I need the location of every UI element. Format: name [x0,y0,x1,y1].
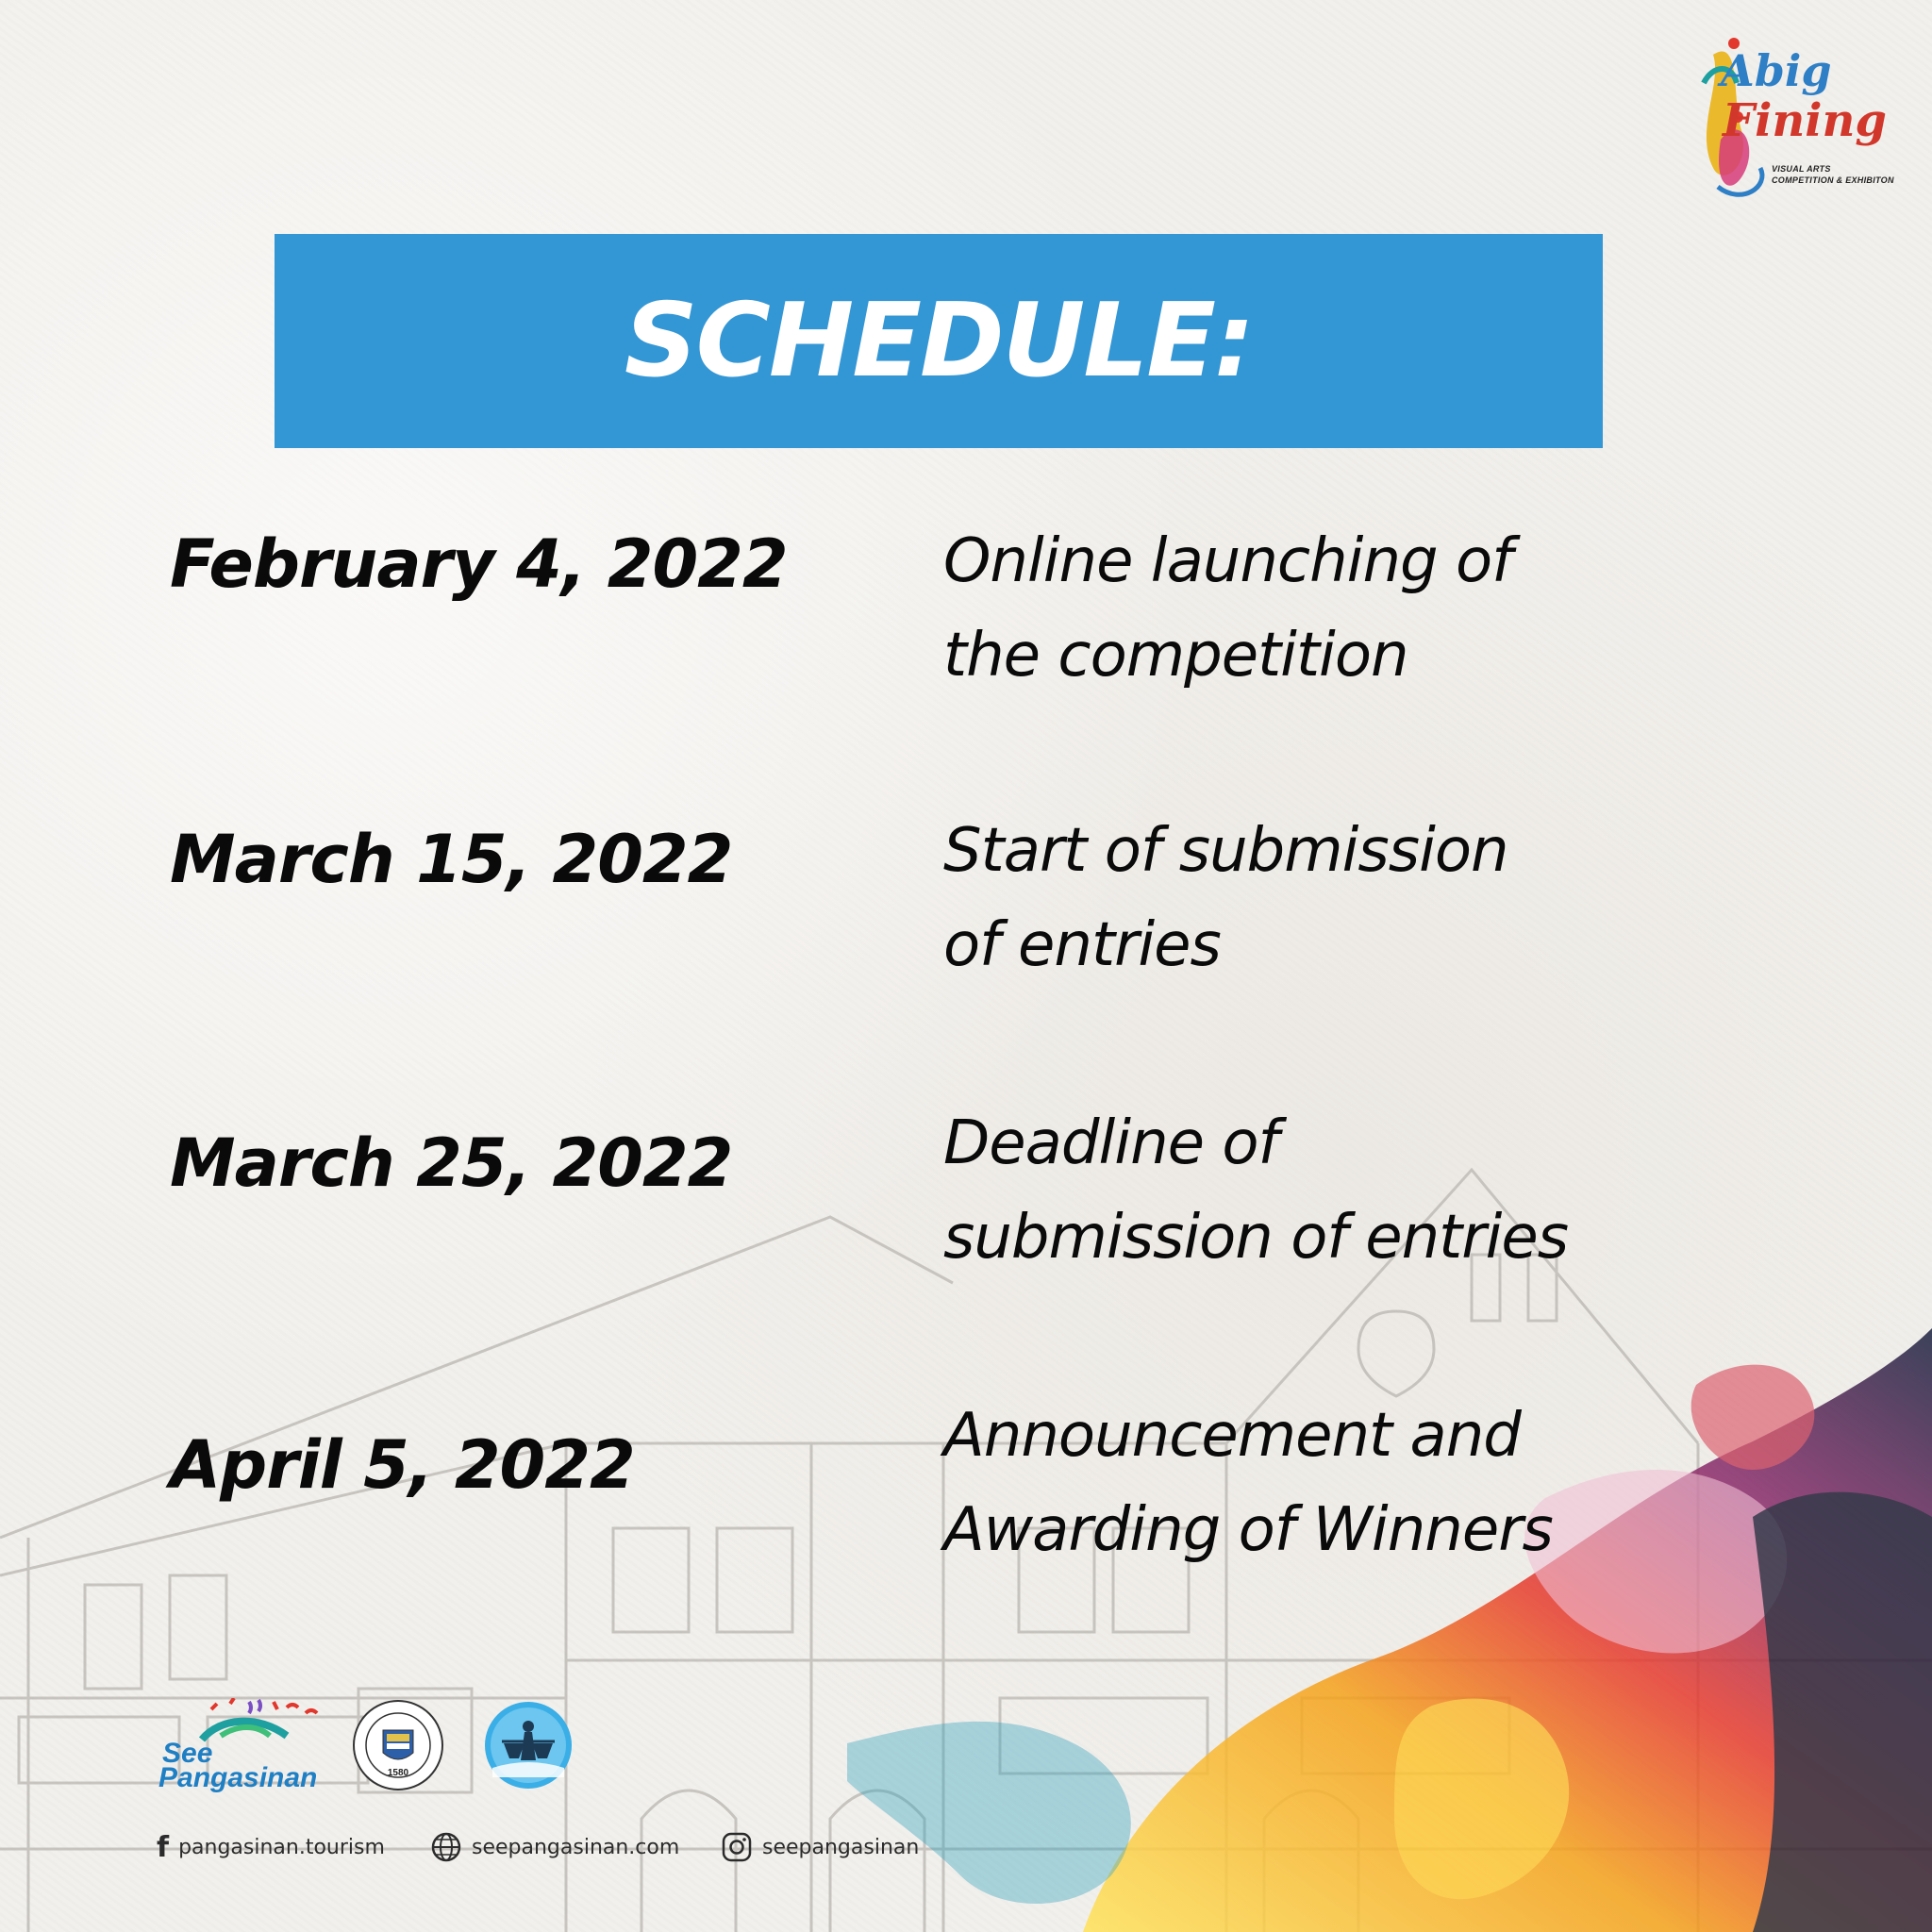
seal-icon [351,1698,445,1792]
schedule-desc-line: Deadline of [943,1108,1279,1178]
salt-badge-logo [483,1700,574,1790]
globe-icon [430,1831,462,1863]
schedule-desc-line: Announcement and [943,1401,1521,1471]
instagram-handle: seepangasinan [762,1835,920,1859]
salt-vendor-icon [483,1700,574,1790]
facebook-icon: f [157,1830,170,1864]
instagram-icon [721,1831,753,1863]
website-link[interactable] [430,1828,679,1866]
see-pangasinan-logo [155,1698,334,1792]
schedule-desc-line: the competition [943,621,1408,691]
pangasinan-word: Pangasinan [158,1762,318,1793]
schedule-description [943,514,1774,703]
schedule-desc-line: submission of entries [943,1203,1569,1273]
schedule-desc-line: of entries [943,910,1221,980]
schedule-desc-line: Awarding of Winners [943,1495,1553,1565]
instagram-link[interactable] [721,1828,919,1866]
schedule-description [943,804,1774,992]
abig-fining-logo [1685,26,1894,206]
wave-icon [192,1698,372,1745]
schedule-banner [275,234,1603,448]
schedule-description [943,1389,1774,1577]
facebook-link[interactable] [157,1828,385,1866]
logo-subtitle-1: VISUAL ARTS [1772,164,1831,174]
schedule-desc-line: Online launching of [943,526,1512,596]
schedule-desc-line: Start of submission [943,816,1508,886]
seal-year: 1580 [387,1768,409,1778]
logo-subtitle-2: COMPETITION & EXHIBITON [1772,175,1894,185]
facebook-handle: pangasinan.tourism [178,1835,385,1859]
social-links [157,1828,1006,1866]
partner-logos [151,1698,585,1792]
schedule-description [943,1096,1774,1285]
schedule-date: March 15, 2022 [170,821,733,898]
logo-word-1: Abig [1721,45,1832,96]
see-word: See [162,1738,213,1769]
schedule-date: March 25, 2022 [170,1124,733,1202]
province-seal [351,1698,445,1792]
logo-word-2: Fining [1723,94,1887,147]
schedule-date: February 4, 2022 [170,525,788,603]
schedule-date: April 5, 2022 [170,1426,635,1504]
page-title: SCHEDULE: [624,282,1254,400]
website-url: seepangasinan.com [472,1835,680,1859]
